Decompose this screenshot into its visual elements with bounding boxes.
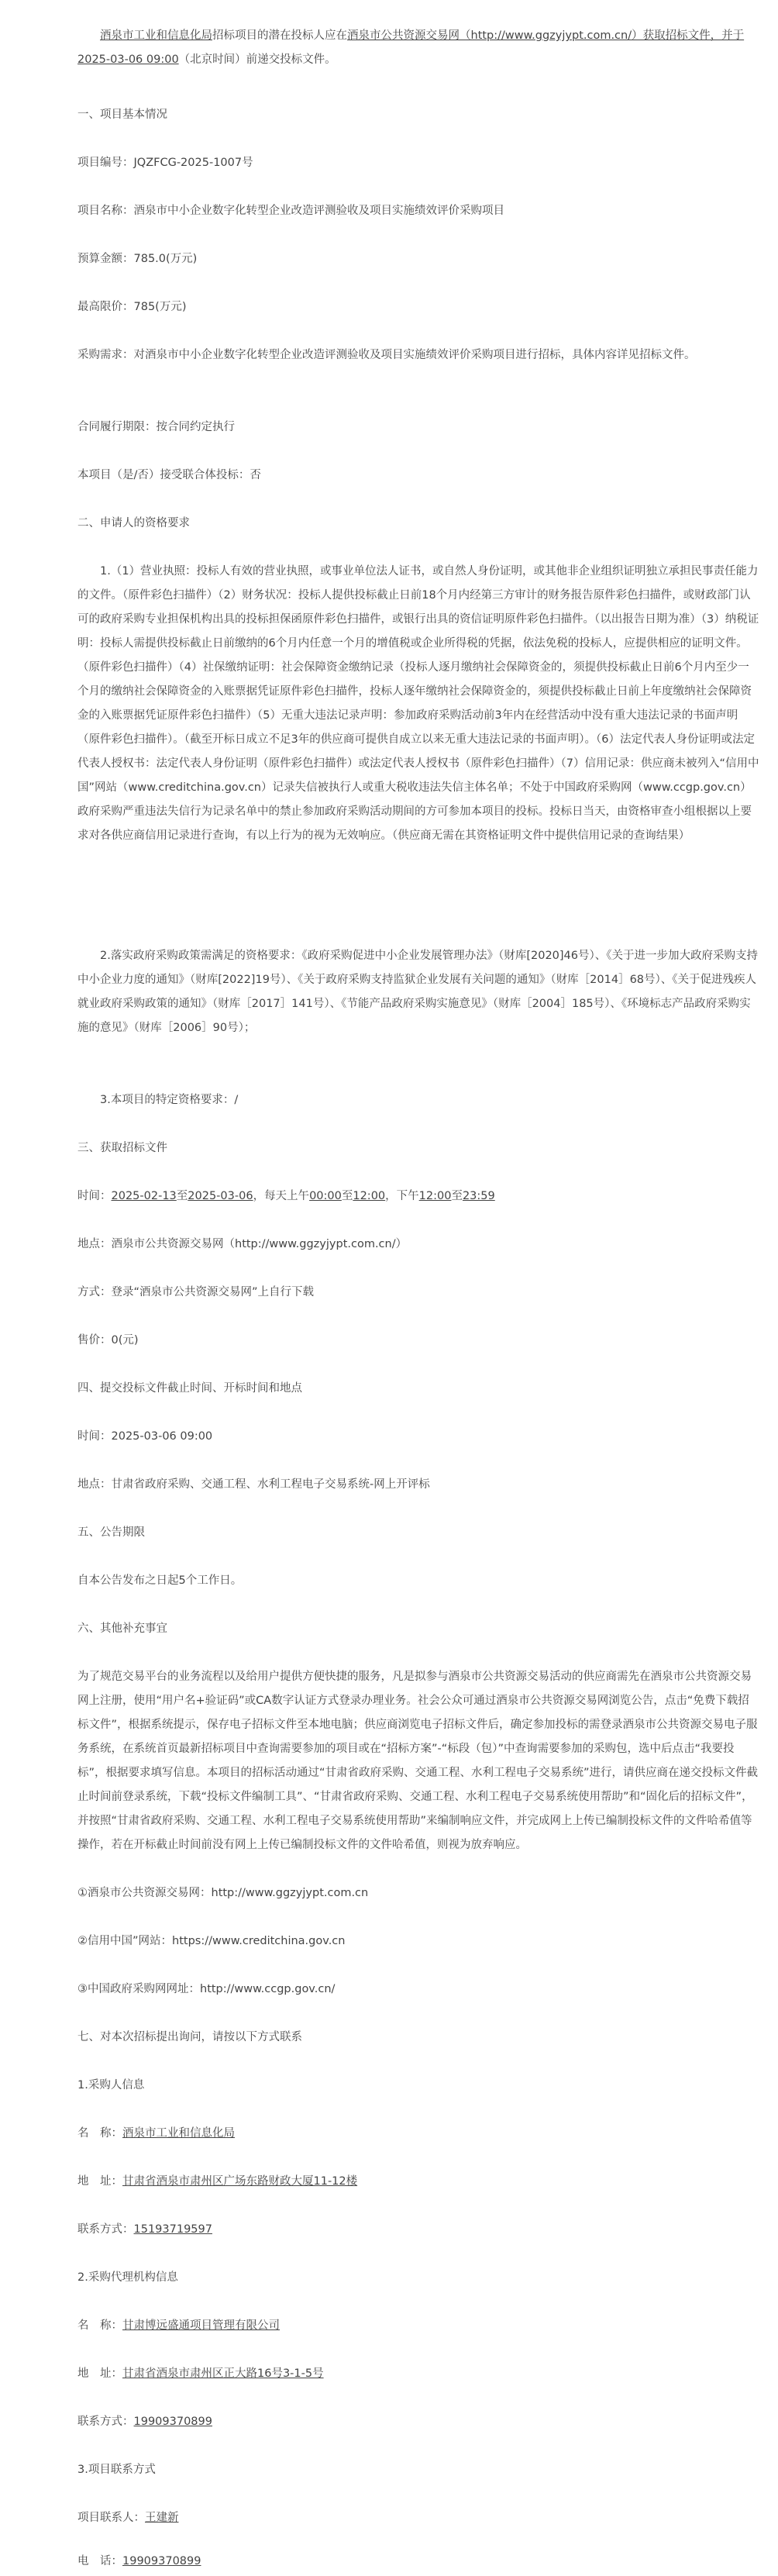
qualification-3: 3.本项目的特定资格要求：/ bbox=[100, 1094, 239, 1106]
intro-tail: （北京时间）前递交投标文件。 bbox=[178, 53, 336, 66]
budget-amount: 预算金额：785.0(万元) bbox=[77, 253, 198, 265]
project-contact-heading: 3.项目联系方式 bbox=[77, 2464, 156, 2476]
phone-label: 电 话： bbox=[77, 2555, 122, 2567]
consortium-note: 本项目（是/否）接受联合体投标：否 bbox=[77, 469, 261, 481]
section-7-heading: 七、对本次招标提出询问，请按以下方式联系 bbox=[77, 2031, 302, 2043]
max-price: 最高限价：785(万元) bbox=[77, 301, 187, 313]
submission-place: 地点：甘肃省政府采购、交通工程、水利工程电子交易系统-网上开评标 bbox=[77, 1478, 430, 1491]
document-price: 售价：0(元) bbox=[77, 1334, 139, 1347]
section-1-heading: 一、项目基本情况 bbox=[77, 109, 167, 121]
qualification-2: 2.落实政府采购政策需满足的资格要求：《政府采购促进中小企业发展管理办法》（财库[2020]46号）、《关于进一步加大政府采购支持中小企业力度的通知》（财库[2022]19号）、《关于政府采购支持监狱企业发展有关问题的通知》（财库［2014］68号）、《关于促进残疾人就业政府采购政策的通知》（财库［2017］141号）、《节能产品政府采购实施意见》（财库［2004］185号）、《环境标志产品政府采购实施的意见》（财库［2006］90号）； bbox=[77, 950, 758, 1034]
deadline-link[interactable]: 2025-03-06 09:00 bbox=[77, 53, 179, 66]
name-label: 名 称： bbox=[77, 2319, 122, 2332]
project-contact-person bbox=[77, 2506, 759, 2530]
agency-name-value: 甘肃博远盛通项目管理有限公司 bbox=[122, 2319, 280, 2332]
acquire-method: 方式：登录“酒泉市公共资源交易网”上自行下载 bbox=[77, 1286, 315, 1298]
supplementary-text: 为了规范交易平台的业务流程以及给用户提供方便快捷的服务，凡是拟参与酒泉市公共资源交易活动的供应商需先在酒泉市公共资源交易网上注册，使用“用户名+验证码”或CA数字认证方式登录办理业务。社会公众可通过酒泉市公共资源交易网浏览公告，点击“免费下载招标文件”，根据系统提示，保存电子招标文件至本地电脑；供应商浏览电子招标文件后，确定参加投标的需登录酒泉市公共资源交易电子服务系统，在系统首页最新招标项目中查询需要参加的项目或在“招标方案”-“标段（包）”中查询需要参加的采购包，选中后点击“我要投标”，根据要求填写信息。本项目的招标活动通过“甘肃省政府采购、交通工程、水利工程电子交易系统”进行，请供应商在递交投标文件截止时间前登录系统，下载“投标文件编制工具”、“甘肃省政府采购、交通工程、水利工程电子交易系统使用帮助”和“固化后的招标文件”，并按照“甘肃省政府采购、交通工程、水利工程电子交易系统使用帮助”来编制响应文件，并完成网上上传已编制投标文件的文件哈希值等操作，若在开标截止时间前没有网上上传已编制投标文件的文件哈希值，则视为放弃响应。 bbox=[77, 1671, 759, 1851]
agency-name bbox=[77, 2314, 759, 2338]
purchaser-address bbox=[77, 2170, 759, 2194]
pm-label: ，下午 bbox=[385, 1190, 419, 1202]
section-2-heading: 二、申请人的资格要求 bbox=[77, 517, 190, 529]
purchaser-heading: 1.采购人信息 bbox=[77, 2079, 145, 2091]
am-end: 12:00 bbox=[353, 1190, 386, 1202]
address-label: 地 址： bbox=[77, 2175, 122, 2188]
person-value: 王建新 bbox=[145, 2512, 179, 2524]
qualification-1: 1.（1）营业执照：投标人有效的营业执照，或事业单位法人证书，或自然人身份证明，或其他非企业组织证明独立承担民事责任能力的文件。（原件彩色扫描件）（2）财务状况：投标人提供投标截止日前18个月内经第三方审计的财务报告原件彩色扫描件，或财政部门认可的政府采购专业担保机构出具的投标担保函原件彩色扫描件，或银行出具的资信证明原件彩色扫描件。（以出报告日期为准）（3）纳税证明：投标人需提供投标截止日前缴纳的6个月内任意一个月的增值税或企业所得税的凭据，依法免税的投标人，应提供相应的证明文件。（原件彩色扫描件）（4）社保缴纳证明：社会保障资金缴纳记录（投标人逐月缴纳社会保障资金的，须提供投标截止日前6个月内至少一个月的缴纳社会保障资金的入账票据凭证原件彩色扫描件，投标人逐年缴纳社会保障资金的，须提供投标截止日前上年度缴纳社会保障资金的入账票据凭证原件彩色扫描件）（5）无重大违法记录声明：参加政府采购活动前3年内在经营活动中没有重大违法记录的书面声明（原件彩色扫描件）。（截至开标日成立不足3年的供应商可提供自成立以来无重大违法记录的书面声明）。（6）法定代表人身份证明或法定代表人授权书：法定代表人身份证明（原件彩色扫描件）或法定代表人授权书（原件彩色扫描件）（7）信用记录：供应商未被列入“信用中国”网站（www.creditchina.gov.cn）记录失信被执行人或重大税收违法失信主体名单；不处于中国政府采购网（www.ccgp.gov.cn）政府采购严重违法失信行为记录名单中的禁止参加政府采购活动期间的方可参加本项目的投标。投标日当天，由资格审查小组根据以上要求对各供应商信用记录进行查询，有以上行为的视为无效响应。（供应商无需在其资格证明文件中提供信用记录的查询结果） bbox=[77, 565, 759, 842]
project-name: 项目名称：酒泉市中小企业数字化转型企业改造评测验收及项目实施绩效评价采购项目 bbox=[77, 205, 504, 217]
section-3-heading: 三、获取招标文件 bbox=[77, 1142, 167, 1154]
section-4-heading: 四、提交投标文件截止时间、开标时间和地点 bbox=[77, 1382, 302, 1395]
section-5-heading: 五、公告期限 bbox=[77, 1526, 145, 1539]
project-contact-phone bbox=[77, 2550, 759, 2574]
intro-paragraph bbox=[77, 24, 759, 72]
submission-time: 时间：2025-03-06 09:00 bbox=[77, 1430, 213, 1443]
purchaser-contact bbox=[77, 2218, 759, 2242]
purchaser-address-value: 甘肃省酒泉市肃州区广场东路财政大厦11-12楼 bbox=[122, 2175, 358, 2188]
link-platform[interactable]: ①酒泉市公共资源交易网：http://www.ggzyjypt.com.cn bbox=[77, 1887, 369, 1899]
link-creditchina[interactable]: ②信用中国”网站：https://www.creditchina.gov.cn bbox=[77, 1935, 346, 1947]
agency-address bbox=[77, 2362, 759, 2386]
procurement-requirement: 采购需求：对酒泉市中小企业数字化转型企业改造评测验收及项目实施绩效评价采购项目进行招标，具体内容详见招标文件。 bbox=[77, 349, 696, 361]
agency-heading: 2.采购代理机构信息 bbox=[77, 2271, 178, 2284]
daily-label: ，每天上午 bbox=[253, 1190, 310, 1202]
to-word: 至 bbox=[176, 1190, 188, 1202]
address-label: 地 址： bbox=[77, 2367, 122, 2380]
contact-label: 联系方式： bbox=[77, 2223, 134, 2236]
time-label: 时间： bbox=[77, 1190, 112, 1202]
pm-start: 12:00 bbox=[418, 1190, 452, 1202]
acquire-location: 地点：酒泉市公共资源交易网（http://www.ggzyjypt.com.cn/） bbox=[77, 1238, 408, 1250]
pm-end: 23:59 bbox=[462, 1190, 495, 1202]
to-word: 至 bbox=[341, 1190, 353, 1202]
time-start: 2025-02-13 bbox=[111, 1190, 177, 1202]
agency-address-value: 甘肃省酒泉市肃州区正大路16号3-1-5号 bbox=[122, 2367, 324, 2380]
agency-contact bbox=[77, 2410, 759, 2434]
name-label: 名 称： bbox=[77, 2127, 122, 2140]
am-start: 00:00 bbox=[309, 1190, 342, 1202]
acquire-time bbox=[77, 1185, 759, 1209]
notice-period: 自本公告发布之日起5个工作日。 bbox=[77, 1574, 243, 1587]
platform-url[interactable]: （http://www.ggzyjypt.com.cn/）获取招标文件，并于 bbox=[460, 29, 745, 42]
intro-text: 招标项目的潜在投标人应在 bbox=[212, 29, 347, 42]
phone-value: 19909370899 bbox=[122, 2555, 201, 2567]
purchaser-phone-value: 15193719597 bbox=[133, 2223, 212, 2236]
contract-term: 合同履行期限：按合同约定执行 bbox=[77, 421, 235, 433]
project-number: 项目编号：JQZFCG-2025-1007号 bbox=[77, 157, 253, 169]
purchaser-name bbox=[77, 2122, 759, 2146]
link-ccgp[interactable]: ③中国政府采购网网址：http://www.ccgp.gov.cn/ bbox=[77, 1983, 336, 1995]
platform-link[interactable]: 酒泉市公共资源交易网 bbox=[347, 29, 460, 42]
purchaser-name-value: 酒泉市工业和信息化局 bbox=[122, 2127, 235, 2140]
section-6-heading: 六、其他补充事宜 bbox=[77, 1623, 167, 1635]
contact-label: 联系方式： bbox=[77, 2416, 134, 2428]
agency-phone-value: 19909370899 bbox=[133, 2416, 212, 2428]
time-end: 2025-03-06 bbox=[188, 1190, 253, 1202]
person-label: 项目联系人： bbox=[77, 2512, 145, 2524]
to-word: 至 bbox=[451, 1190, 463, 1202]
purchaser-link[interactable]: 酒泉市工业和信息化局 bbox=[100, 29, 212, 42]
